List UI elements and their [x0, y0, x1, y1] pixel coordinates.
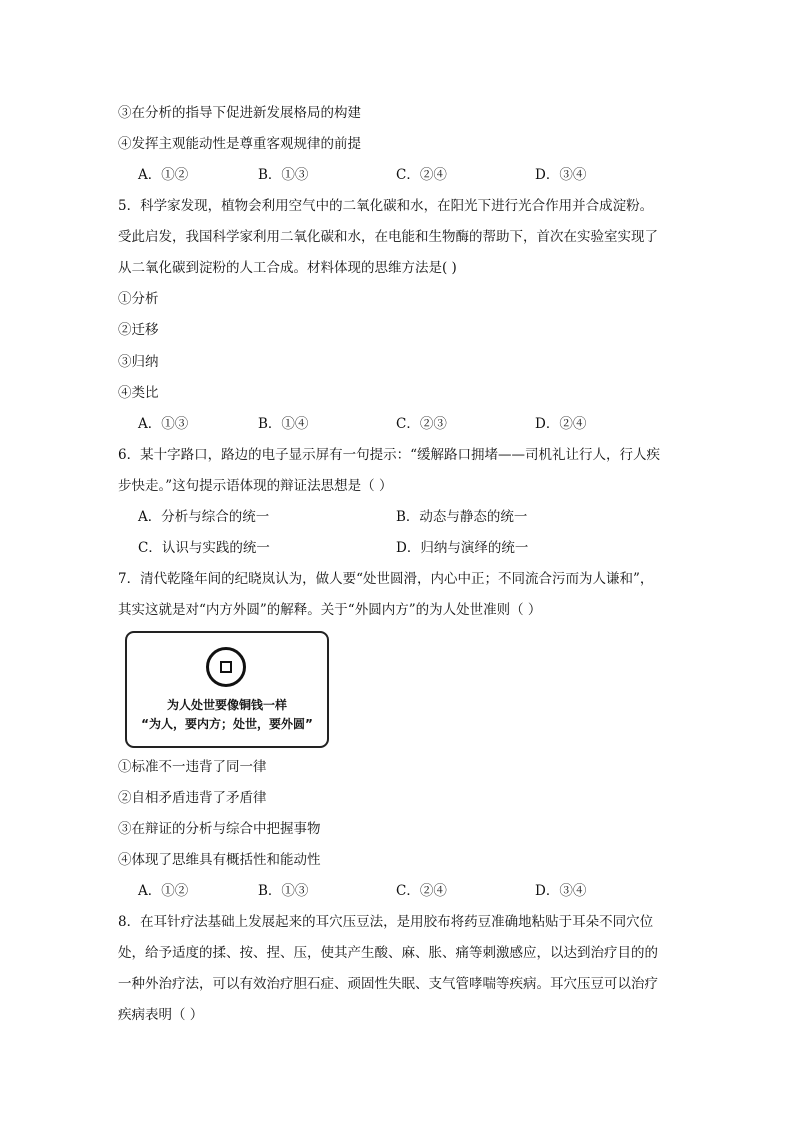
figure-caption-line-1: 为人处世要像铜钱一样	[166, 698, 287, 712]
q7-item-3: ③在辩证的分析与综合中把握事物	[118, 821, 321, 837]
q4-item-4: ④发挥主观能动性是尊重客观规律的前提	[118, 136, 361, 152]
q7-item-2: ②自相矛盾违背了矛盾律	[118, 790, 267, 806]
copper-coin-figure	[125, 631, 329, 748]
q7-option-a: A．①②	[138, 883, 189, 899]
q7-item-4: ④体现了思维具有概括性和能动性	[118, 852, 321, 868]
q7-stem-line-1: 7．清代乾隆年间的纪晓岚认为，做人要“处世圆滑，内心中正；不同流合污而为人谦和”，	[118, 571, 654, 587]
q5-item-1: ①分析	[118, 291, 159, 307]
q4-option-b: B．①③	[258, 167, 309, 183]
q6-option-a: A．分析与综合的统一	[138, 509, 270, 525]
q8-stem-line-4: 疾病表明（ ）	[118, 1007, 204, 1023]
q7-option-b: B．①③	[258, 883, 309, 899]
q8-stem-line-1: 8．在耳针疗法基础上发展起来的耳穴压豆法，是用胶布将药豆准确地粘贴于耳朵不同穴位	[118, 914, 654, 930]
q6-options-row-2	[138, 538, 698, 558]
q5-option-a: A．①③	[138, 416, 189, 432]
q5-option-d: D．②④	[535, 416, 587, 432]
q4-option-a: A．①②	[138, 167, 189, 183]
q4-item-3: ③在分析的指导下促进新发展格局的构建	[118, 105, 361, 121]
q7-item-1: ①标准不一违背了同一律	[118, 759, 267, 775]
q5-stem-line-3: 从二氧化碳到淀粉的人工合成。材料体现的思维方法是( )	[118, 260, 457, 276]
q6-stem-line-1: 6．某十字路口，路边的电子显示屏有一句提示：“缓解路口拥堵——司机礼让行人，行人疾	[118, 447, 660, 463]
q4-option-d: D．③④	[535, 167, 587, 183]
q5-stem-line-1: 5．科学家发现，植物会利用空气中的二氧化碳和水，在阳光下进行光合作用并合成淀粉。	[118, 198, 654, 214]
q5-item-4: ④类比	[118, 385, 159, 401]
q7-options	[138, 881, 698, 901]
q8-stem-line-3: 一种外治疗法，可以有效治疗胆石症、顽固性失眠、支气管哮喘等疾病。耳穴压豆可以治疗	[118, 976, 658, 992]
q6-option-d: D．归纳与演绎的统一	[396, 540, 529, 556]
q8-stem-line-2: 处，给予适度的揉、按、捏、压，使其产生酸、麻、胀、痛等刺激感应，以达到治疗目的的	[118, 945, 658, 961]
q7-option-d: D．③④	[535, 883, 587, 899]
q6-option-c: C．认识与实践的统一	[138, 540, 270, 556]
q7-stem-line-2: 其实这就是对“内方外圆”的解释。关于“外圆内方”的为人处世准则（ ）	[118, 602, 542, 618]
q6-option-b: B．动态与静态的统一	[396, 509, 528, 525]
figure-caption-line-2: “为人，要内方；处世，要外圆”	[141, 717, 313, 731]
q6-stem-line-2: 步快走。”这句提示语体现的辩证法思想是（ ）	[118, 478, 393, 494]
q5-item-3: ③归纳	[118, 354, 159, 370]
q4-option-c: C．②④	[396, 167, 447, 183]
q5-option-c: C．②③	[396, 416, 447, 432]
q5-options	[138, 414, 698, 434]
q6-options-row-1	[138, 507, 698, 527]
q7-option-c: C．②④	[396, 883, 447, 899]
q5-option-b: B．①④	[258, 416, 309, 432]
q5-item-2: ②迁移	[118, 322, 159, 338]
q5-stem-line-2: 受此启发，我国科学家利用二氧化碳和水，在电能和生物酶的帮助下，首次在实验室实现了	[118, 229, 658, 245]
q4-options	[138, 165, 698, 185]
square-hole-icon	[220, 661, 232, 673]
copper-coin-icon	[206, 647, 246, 687]
